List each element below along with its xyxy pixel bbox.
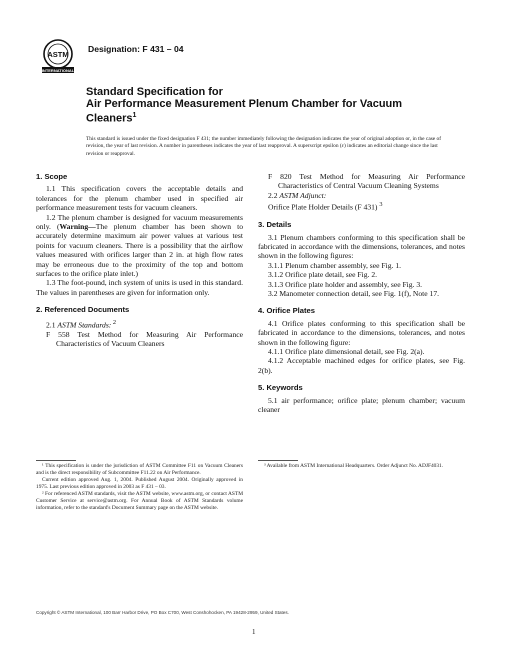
copyright-footer: Copyright © ASTM International, 100 Barr Harbor Drive, PO Box C700, West Conshohocken, PA 19428-2959, United States. (36, 610, 289, 615)
ref-f558: F 558 Test Method for Measuring Air Performance Characteristics of Vacuum Cleaners (46, 329, 243, 349)
footnote-1: ¹ This specification is under the jurisdiction of ASTM Committee F11 on Vacuum Cleaners and is the direct responsibility of Subcommittee F11.22 on Air Performance. (36, 463, 243, 476)
scope-1-2: 1.2 The plenum chamber is designed for vacuum measurements only. (Warning—The plenum chamber has been shown to accurately determine maximum air power values at various test points for vacuum cleaners. There is a possibility that the airflow values measured with orifices larger than 2 in. at high flow rates may be erroneous due to the proximity of the top and bottom surfaces to the orifice plate inlet.) (36, 212, 243, 279)
title-line-1: Standard Specification for (86, 86, 223, 98)
title-line-2: Air Performance Measurement Plenum Chamber for Vacuum (86, 98, 403, 110)
keywords-heading: 5. Keywords (258, 383, 303, 393)
footnote-2: ² For referenced ASTM standards, visit the ASTM website, www.astm.org, or contact ASTM Customer Service at service@astm.org. For Annual Book of ASTM Standards volume information, refer to the standard's Document Summary page on the ASTM website. (36, 491, 243, 511)
referenced-continued (258, 172, 465, 212)
footnote-3: ³ Available from ASTM International Headquarters. Order Adjunct No. ADJF4031. (264, 463, 444, 469)
details-3-2: 3.2 Manometer connection detail, see Fig. 1(f), Note 17. (268, 289, 440, 298)
logo-subtext: INTERNATIONAL (41, 67, 75, 73)
orifice-4-1-1: 4.1.1 Orifice plate dimensional detail, see Fig. 2(a). (268, 347, 425, 357)
section-details (258, 220, 465, 298)
standard-notice: This standard is issued under the fixed designation F 431; the number immediately following the designation indicates the year of original adoption or, in the case of revision, the year of last revision. A number in parentheses indicates the year of last reapproval. A superscript epsilon (ε) indicates an editorial change since the last revision or reapproval. (86, 136, 442, 157)
details-3-1: 3.1 Plenum chambers conforming to this specification shall be fabricated in accordance with the dimensions, tolerances, and notes shown in the following figures: (258, 232, 465, 261)
scope-1-1: 1.1 This specification covers the acceptable details and tolerances for the plenum chamber used in specified air performance measurement tests for vacuum cleaners. (36, 184, 243, 213)
right-column (258, 172, 465, 422)
section-referenced-documents (36, 305, 243, 348)
adjunct-item: Orifice Plate Holder Details (F 431) $^3$ (268, 201, 383, 212)
orifice-4-1: 4.1 Orifice plates conforming to this specification shall be fabricated in accordance to the dimensions, tolerances, and notes shown in the following figure: (258, 318, 465, 347)
designation: Designation: F 431 – 04 (88, 44, 184, 54)
title-line-3: Cleaners$^1$ (86, 112, 137, 125)
section-orifice-plates (258, 306, 465, 375)
astm-standards-label: 2.1 ASTM Standards: $^2$ (46, 318, 117, 330)
section-scope (36, 172, 243, 297)
section-keywords (258, 383, 465, 414)
left-column (36, 172, 243, 356)
page-number: 1 (252, 628, 256, 636)
details-3-1-2: 3.1.2 Orifice plate detail, see Fig. 2. (268, 270, 378, 280)
document-title (86, 86, 466, 125)
orifice-4-1-2: 4.1.2 Acceptable machined edges for orifice plates, see Fig. 2(b). (258, 356, 465, 375)
ref-f820: F 820 Test Method for Measuring Air Performance Characteristics of Central Vacuum Cleaning Systems (268, 172, 465, 191)
warning-label: Warning— (59, 222, 96, 232)
astm-logo (38, 36, 78, 76)
footnotes-left (36, 463, 243, 512)
footnote-1b: Current edition approved Aug. 1, 2004. Published August 2004. Originally approved in 1975. Last previous edition approved in 2003 as F 431 – 03. (36, 477, 243, 490)
orifice-heading: 4. Orifice Plates (258, 306, 315, 316)
details-3-1-3: 3.1.3 Orifice plate holder and assembly, see Fig. 3. (268, 279, 423, 289)
details-3-1-1: 3.1.1 Plenum chamber assembly, see Fig. 1. (268, 260, 402, 270)
keywords-5-1: 5.1 air performance; orifice plate; plenum chamber; vacuum cleaner (258, 395, 465, 415)
footnote-rule-right (258, 460, 298, 461)
scope-1-3: 1.3 The foot-pound, inch system of units is used in this standard. The values in parentheses are given for information only. (36, 278, 243, 297)
astm-adjunct-label: 2.2 ASTM Adjunct: (268, 190, 327, 200)
referenced-heading: 2. Referenced Documents (36, 305, 130, 315)
title-footnote-mark: 1 (132, 112, 137, 119)
footnote-rule-left (36, 460, 76, 461)
logo-text: ASTM (47, 50, 69, 59)
scope-heading: 1. Scope (36, 172, 68, 181)
details-heading: 3. Details (258, 220, 292, 230)
footnotes-right (258, 463, 465, 470)
